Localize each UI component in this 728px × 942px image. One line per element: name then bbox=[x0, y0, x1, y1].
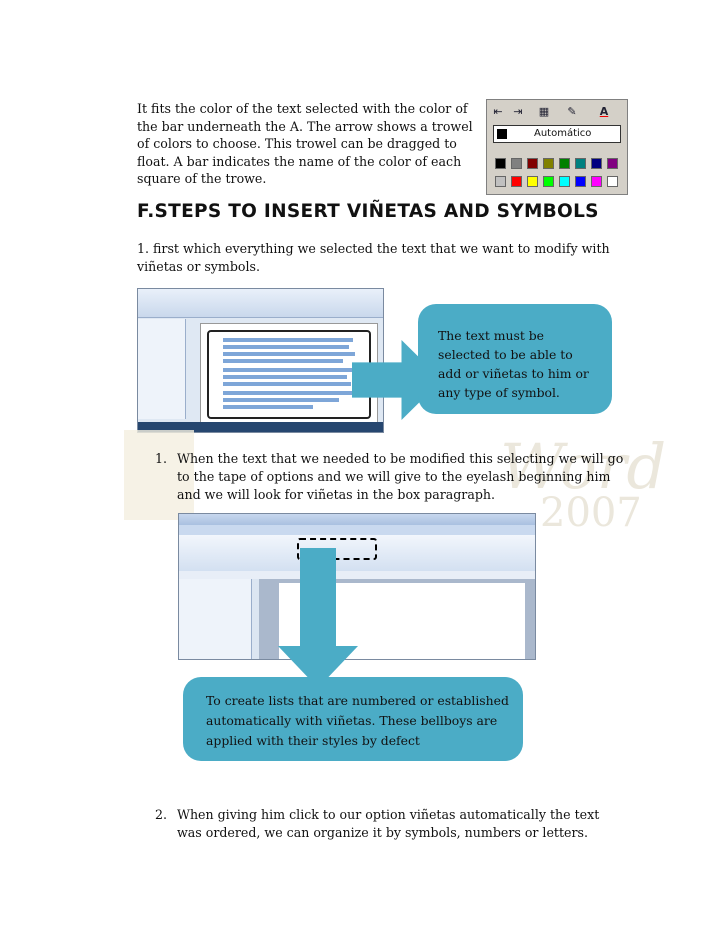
list-number: 1. bbox=[155, 451, 168, 466]
word-selected-text-screenshot bbox=[137, 288, 384, 433]
color-swatch bbox=[607, 176, 618, 187]
color-swatch bbox=[511, 158, 522, 169]
color-swatch bbox=[527, 176, 538, 187]
screenshot-side-pane bbox=[138, 319, 186, 419]
screenshot-page bbox=[200, 323, 378, 425]
list-text: When giving him click to our option viñetas automatically the text was ordered, we can organize it by symbols, numbers or letters. bbox=[177, 807, 600, 840]
watermark-word: Word bbox=[500, 430, 667, 503]
screenshot-text-frame bbox=[207, 330, 371, 419]
color-swatch bbox=[495, 176, 506, 187]
color-swatch bbox=[495, 158, 506, 169]
list-item bbox=[155, 806, 625, 842]
screenshot-titlebar bbox=[179, 514, 535, 525]
intro-paragraph: It fits the color of the text selected with the color of the bar underneath the A. The arrow shows a trowel of colors to choose. This trowel can be dragged to float. A bar indicates the name of the color of each square of the trowe. bbox=[137, 101, 473, 187]
callout-numbered-lists: To create lists that are numbered or established automatically with viñetas. These bellboys are applied with their styles by defect bbox=[183, 677, 523, 761]
list-item bbox=[155, 450, 625, 504]
screenshot-ruler bbox=[179, 571, 535, 579]
color-swatch bbox=[559, 158, 570, 169]
screenshot-ribbon bbox=[138, 289, 383, 318]
color-swatch bbox=[543, 176, 554, 187]
callout-select-text: The text must be selected to be able to add or viñetas to him or any type of symbol. bbox=[418, 304, 612, 414]
font-color-icon: A bbox=[599, 105, 609, 118]
font-color-palette-screenshot bbox=[486, 99, 628, 195]
down-arrow-shaft bbox=[300, 548, 336, 648]
color-swatch bbox=[591, 176, 602, 187]
color-swatch bbox=[543, 158, 554, 169]
automatic-swatch bbox=[497, 129, 507, 139]
increase-indent-icon: ⇥ bbox=[513, 105, 523, 118]
step1-paragraph: 1. first which everything we selected the text that we want to modify with viñetas or symbols. bbox=[137, 241, 610, 274]
list-number: 2. bbox=[155, 807, 168, 822]
section-heading: F.STEPS TO INSERT VIÑETAS AND SYMBOLS bbox=[137, 201, 599, 222]
highlight-icon: ✎ bbox=[567, 105, 577, 118]
color-swatch bbox=[575, 158, 586, 169]
automatic-label: Automático bbox=[534, 128, 592, 139]
list-text: When the text that we needed to be modified this selecting we will go to the tape of options and we will give to the eyelash beginning him and we will look for viñetas in the box paragraph. bbox=[177, 451, 624, 502]
decrease-indent-icon: ⇤ bbox=[493, 105, 503, 118]
color-swatch bbox=[511, 176, 522, 187]
automatic-color-option bbox=[493, 125, 621, 143]
border-icon: ▦ bbox=[538, 105, 550, 118]
word-ribbon-screenshot bbox=[178, 513, 536, 660]
screenshot-tabs bbox=[179, 525, 535, 535]
color-swatch bbox=[607, 158, 618, 169]
color-swatch bbox=[559, 176, 570, 187]
color-swatch bbox=[575, 176, 586, 187]
watermark-year: 2007 bbox=[540, 490, 642, 536]
screenshot-navigation-pane bbox=[179, 579, 252, 659]
color-swatch bbox=[527, 158, 538, 169]
color-swatch bbox=[591, 158, 602, 169]
